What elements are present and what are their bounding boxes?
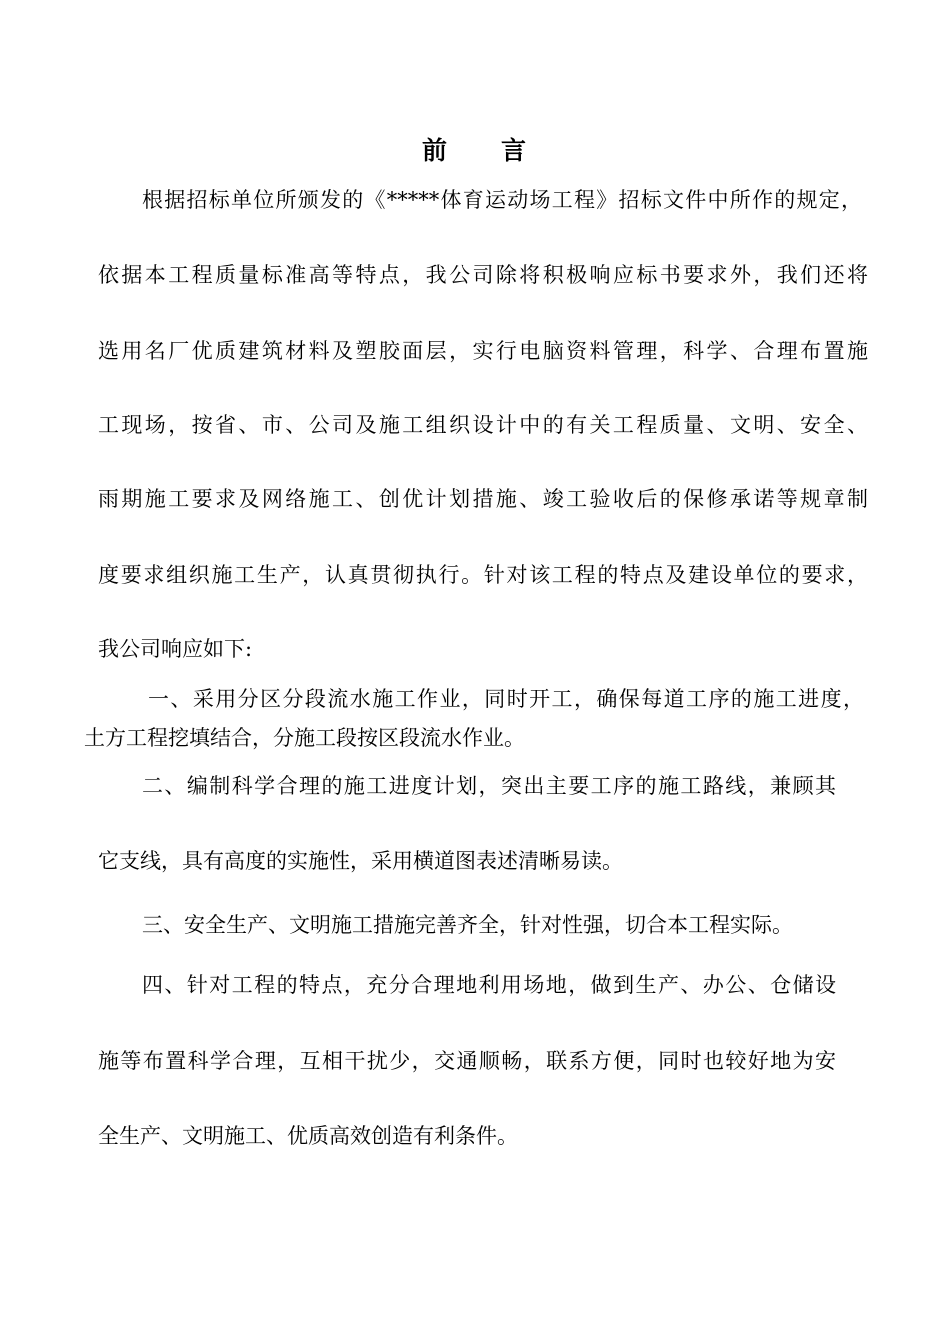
intro-line-3: 选用名厂优质建筑材料及塑胶面层，实行电脑资料管理，科学、合理布置施 <box>98 339 868 363</box>
page-title <box>0 131 950 171</box>
intro-line-6: 度要求组织施工生产，认真贯彻执行。针对该工程的特点及建设单位的要求， <box>98 563 868 587</box>
intro-line-4: 工现场，按省、市、公司及施工组织设计中的有关工程质量、文明、安全、 <box>98 413 868 437</box>
intro-line-7: 我公司响应如下: <box>98 637 253 661</box>
item3-line-1: 三、安全生产、文明施工措施完善齐全，针对性强，切合本工程实际。 <box>142 913 793 937</box>
item4-line-2: 施等布置科学合理，互相干扰少，交通顺畅，联系方便，同时也较好地为安 <box>98 1049 836 1073</box>
item1-line-1: 一、采用分区分段流水施工作业，同时开工，确保每道工序的施工进度， <box>148 687 864 711</box>
item2-line-2: 它支线，具有高度的实施性，采用横道图表述清晰易读。 <box>98 849 623 873</box>
item4-line-3: 全生产、文明施工、优质高效创造有利条件。 <box>98 1124 518 1148</box>
title-char-1: 前 <box>421 136 449 165</box>
title-char-2: 言 <box>501 136 529 165</box>
item1-line-2: 土方工程挖填结合，分施工段按区段流水作业。 <box>84 726 525 750</box>
intro-line-2: 依据本工程质量标准高等特点，我公司除将积极响应标书要求外，我们还将 <box>98 263 868 287</box>
item2-line-1: 二、编制科学合理的施工进度计划，突出主要工序的施工路线，兼顾其 <box>142 774 836 798</box>
intro-line-1: 根据招标单位所颁发的《*****体育运动场工程》招标文件中所作的规定， <box>142 188 862 212</box>
intro-line-5: 雨期施工要求及网络施工、创优计划措施、竣工验收后的保修承诺等规章制 <box>98 487 868 511</box>
item4-line-1: 四、针对工程的特点，充分合理地利用场地，做到生产、办公、仓储设 <box>142 973 836 997</box>
